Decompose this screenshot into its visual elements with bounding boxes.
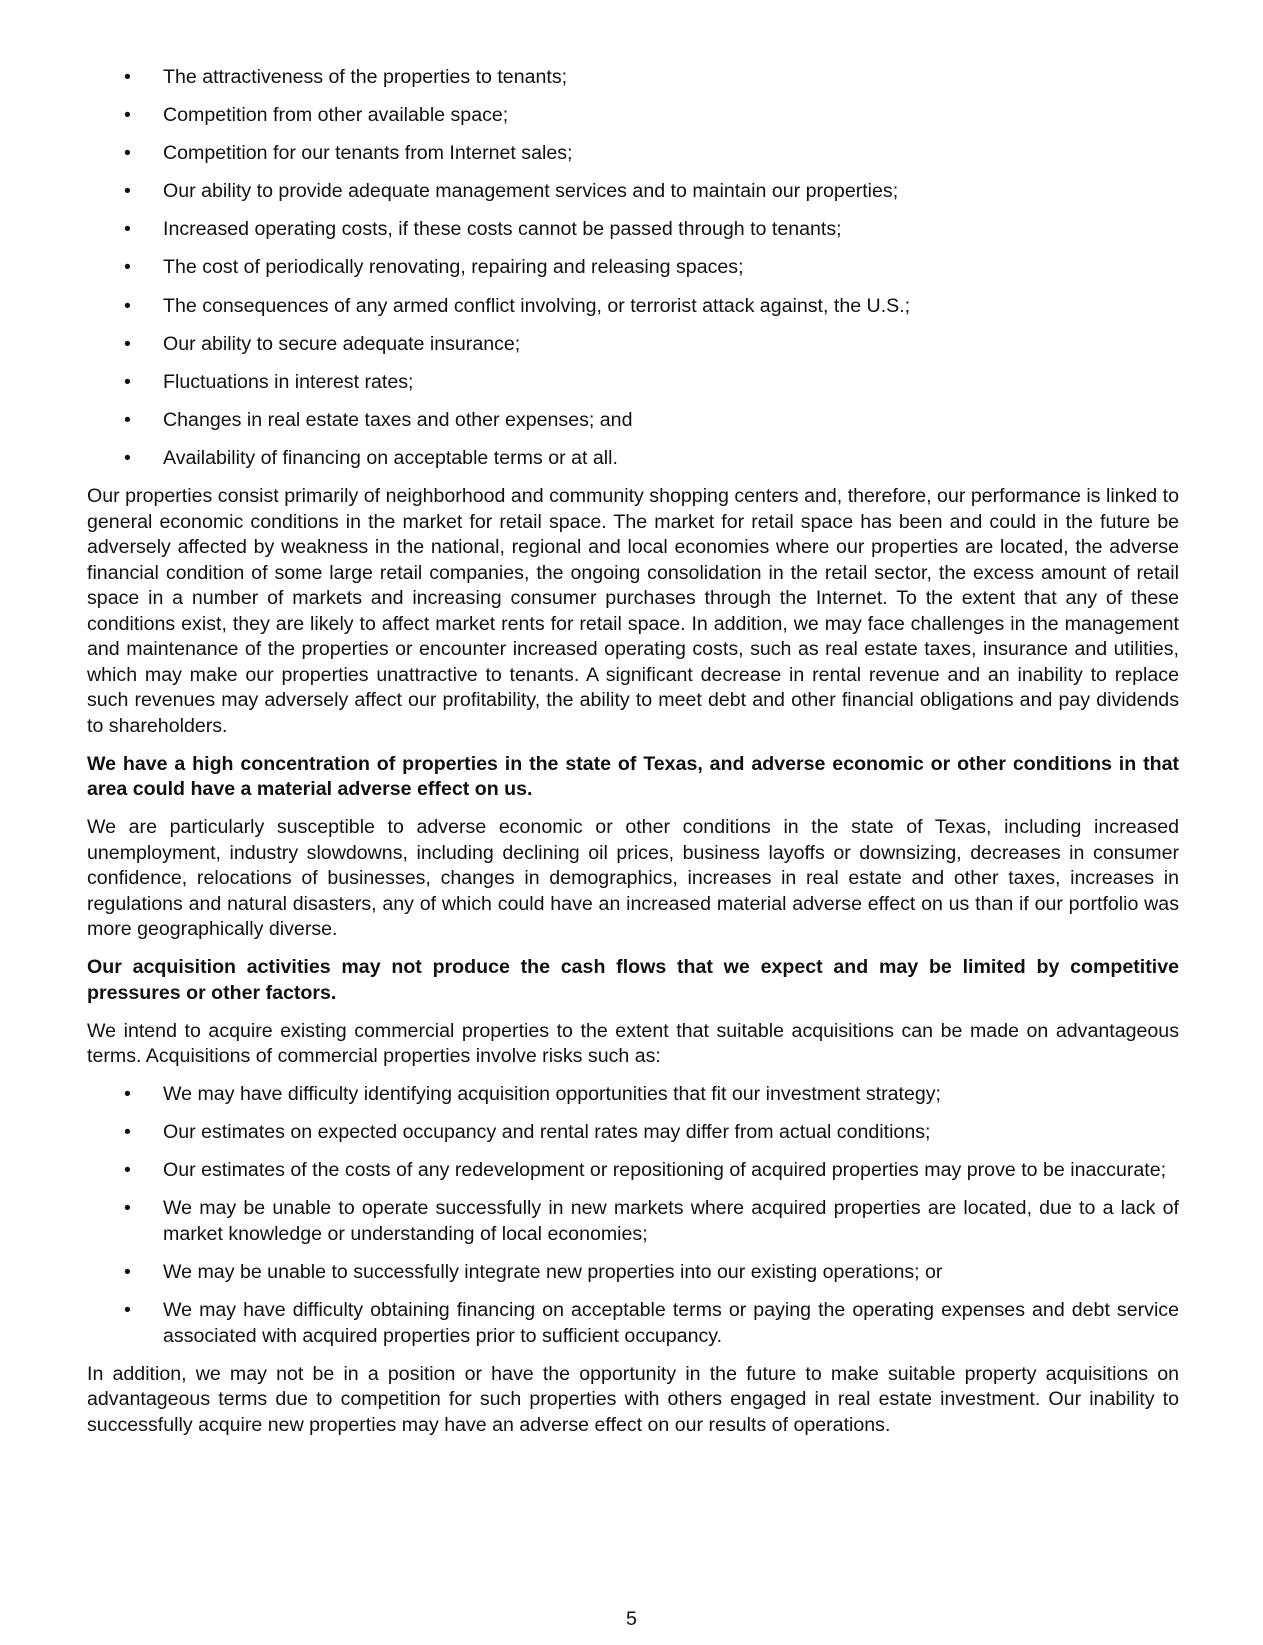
paragraph-retail-market: Our properties consist primarily of neighborhood and community shopping centers and, therefore, our performance is linked to general economic conditions in the market for retail space. The market for retail space has been and could in the future be adversely affected by weakness in the national, regional and local economies where our properties are located, the adverse financial condition of some large retail companies, the ongoing consolidation in the retail sector, the excess amount of retail space in a number of markets and increasing consumer purchases through the Internet. To the extent that any of these conditions exist, they are likely to affect market rents for retail space. In addition, we may face challenges in the management and maintenance of the properties or encounter increased operating costs, such as real estate taxes, insurance and utilities, which may make our properties unattractive to tenants. A significant decrease in rental revenue and an inability to replace such revenues may adversely affect our profitability, the ability to meet debt and other financial obligations and pay dividends to shareholders. [87, 485, 1179, 737]
bullet-icon: • [124, 294, 131, 317]
heading-texas-concentration: We have a high concentration of properties in the state of Texas, and adverse economic or other conditions in that area could have a material adverse effect on us. [87, 752, 1179, 801]
list-item-text: Fluctuations in interest rates; [163, 370, 414, 393]
bullet-icon: • [124, 1083, 131, 1106]
list-item-text: Our ability to secure adequate insurance; [163, 332, 521, 355]
list-item-text: Our estimates on expected occupancy and rental rates may differ from actual conditions; [163, 1121, 931, 1144]
heading-acquisition-activities: Our acquisition activities may not produce the cash flows that we expect and may be limited by competitive pressures or other factors. [87, 956, 1179, 1004]
bullet-icon: • [124, 1197, 131, 1220]
paragraph-acquisition-intent: We intend to acquire existing commercial properties to the extent that suitable acquisitions can be made on advantageous terms. Acquisitions of commercial properties involve risks such as: [87, 1019, 1179, 1068]
list-item [87, 65, 1179, 91]
list-item-text: We may be unable to successfully integrate new properties into our existing operations; or [163, 1260, 943, 1283]
list-item-text: Competition for our tenants from Internet sales; [163, 142, 573, 165]
list-item-text: The attractiveness of the properties to tenants; [163, 66, 568, 88]
list-item-text: Competition from other available space; [163, 104, 509, 127]
list-item-text: The consequences of any armed conflict involving, or terrorist attack against, the U.S.; [163, 294, 911, 317]
bullet-icon: • [124, 66, 131, 88]
bullet-icon: • [124, 218, 131, 241]
list-item [87, 217, 1179, 243]
bullet-icon: • [124, 332, 131, 355]
bullet-icon: • [124, 1260, 131, 1283]
bullet-icon: • [124, 256, 131, 279]
list-item [87, 332, 1179, 358]
list-item [87, 1196, 1179, 1247]
list-item [87, 1260, 1179, 1286]
list-item [87, 1298, 1179, 1349]
bullet-icon: • [124, 370, 131, 393]
list-item-text: We may have difficulty obtaining financing on acceptable terms or paying the operating expenses and debt service associated with acquired properties prior to sufficient occupancy. [163, 1299, 1179, 1347]
paragraph-texas-conditions: We are particularly susceptible to adverse economic or other conditions in the state of Texas, including increased unemployment, industry slowdowns, including declining oil prices, business layoffs or downsizing, decreases in consumer confidence, relocations of businesses, changes in demographics, increases in real estate and other taxes, increases in regulations and natural disasters, any of which could have an increased material adverse effect on us than if our portfolio was more geographically diverse. [87, 816, 1179, 941]
list-item [87, 408, 1179, 434]
list-item [87, 1120, 1179, 1146]
acquisition-risk-list [87, 1082, 1179, 1349]
bullet-icon: • [124, 142, 131, 165]
list-item [87, 255, 1179, 281]
list-item [87, 1158, 1179, 1184]
bullet-icon: • [124, 104, 131, 127]
bullet-icon: • [124, 446, 131, 469]
list-item-text: The cost of periodically renovating, repairing and releasing spaces; [163, 256, 744, 279]
list-item [87, 103, 1179, 129]
page-number: 5 [626, 1608, 637, 1630]
bullet-icon: • [124, 1159, 131, 1182]
list-item [87, 446, 1179, 472]
bullet-icon: • [124, 1121, 131, 1144]
list-item [87, 179, 1179, 205]
list-item [87, 141, 1179, 167]
bullet-icon: • [124, 180, 131, 203]
bullet-icon: • [124, 1299, 131, 1321]
list-item [87, 370, 1179, 396]
list-item [87, 1082, 1179, 1108]
list-item-text: We may be unable to operate successfully in new markets where acquired properties are located, due to a lack of market knowledge or understanding of local economies; [163, 1197, 1179, 1245]
list-item-text: Our estimates of the costs of any redevelopment or repositioning of acquired properties may prove to be inaccurate; [163, 1159, 1167, 1182]
list-item [87, 294, 1179, 320]
list-item-text: Availability of financing on acceptable terms or at all. [163, 446, 618, 469]
bullet-icon: • [124, 408, 131, 431]
risk-factor-list [87, 65, 1179, 471]
list-item-text: Our ability to provide adequate management services and to maintain our properties; [163, 180, 899, 203]
document-page [87, 0, 1179, 1451]
list-item-text: Increased operating costs, if these costs cannot be passed through to tenants; [163, 218, 842, 241]
list-item-text: Changes in real estate taxes and other expenses; and [163, 408, 633, 431]
paragraph-acquisition-competition: In addition, we may not be in a position or have the opportunity in the future to make suitable property acquisitions on advantageous terms due to competition for such properties with others engaged in real estate investment. Our inability to successfully acquire new properties may have an adverse effect on our results of operations. [87, 1362, 1179, 1436]
list-item-text: We may have difficulty identifying acquisition opportunities that fit our investment strategy; [163, 1083, 941, 1106]
